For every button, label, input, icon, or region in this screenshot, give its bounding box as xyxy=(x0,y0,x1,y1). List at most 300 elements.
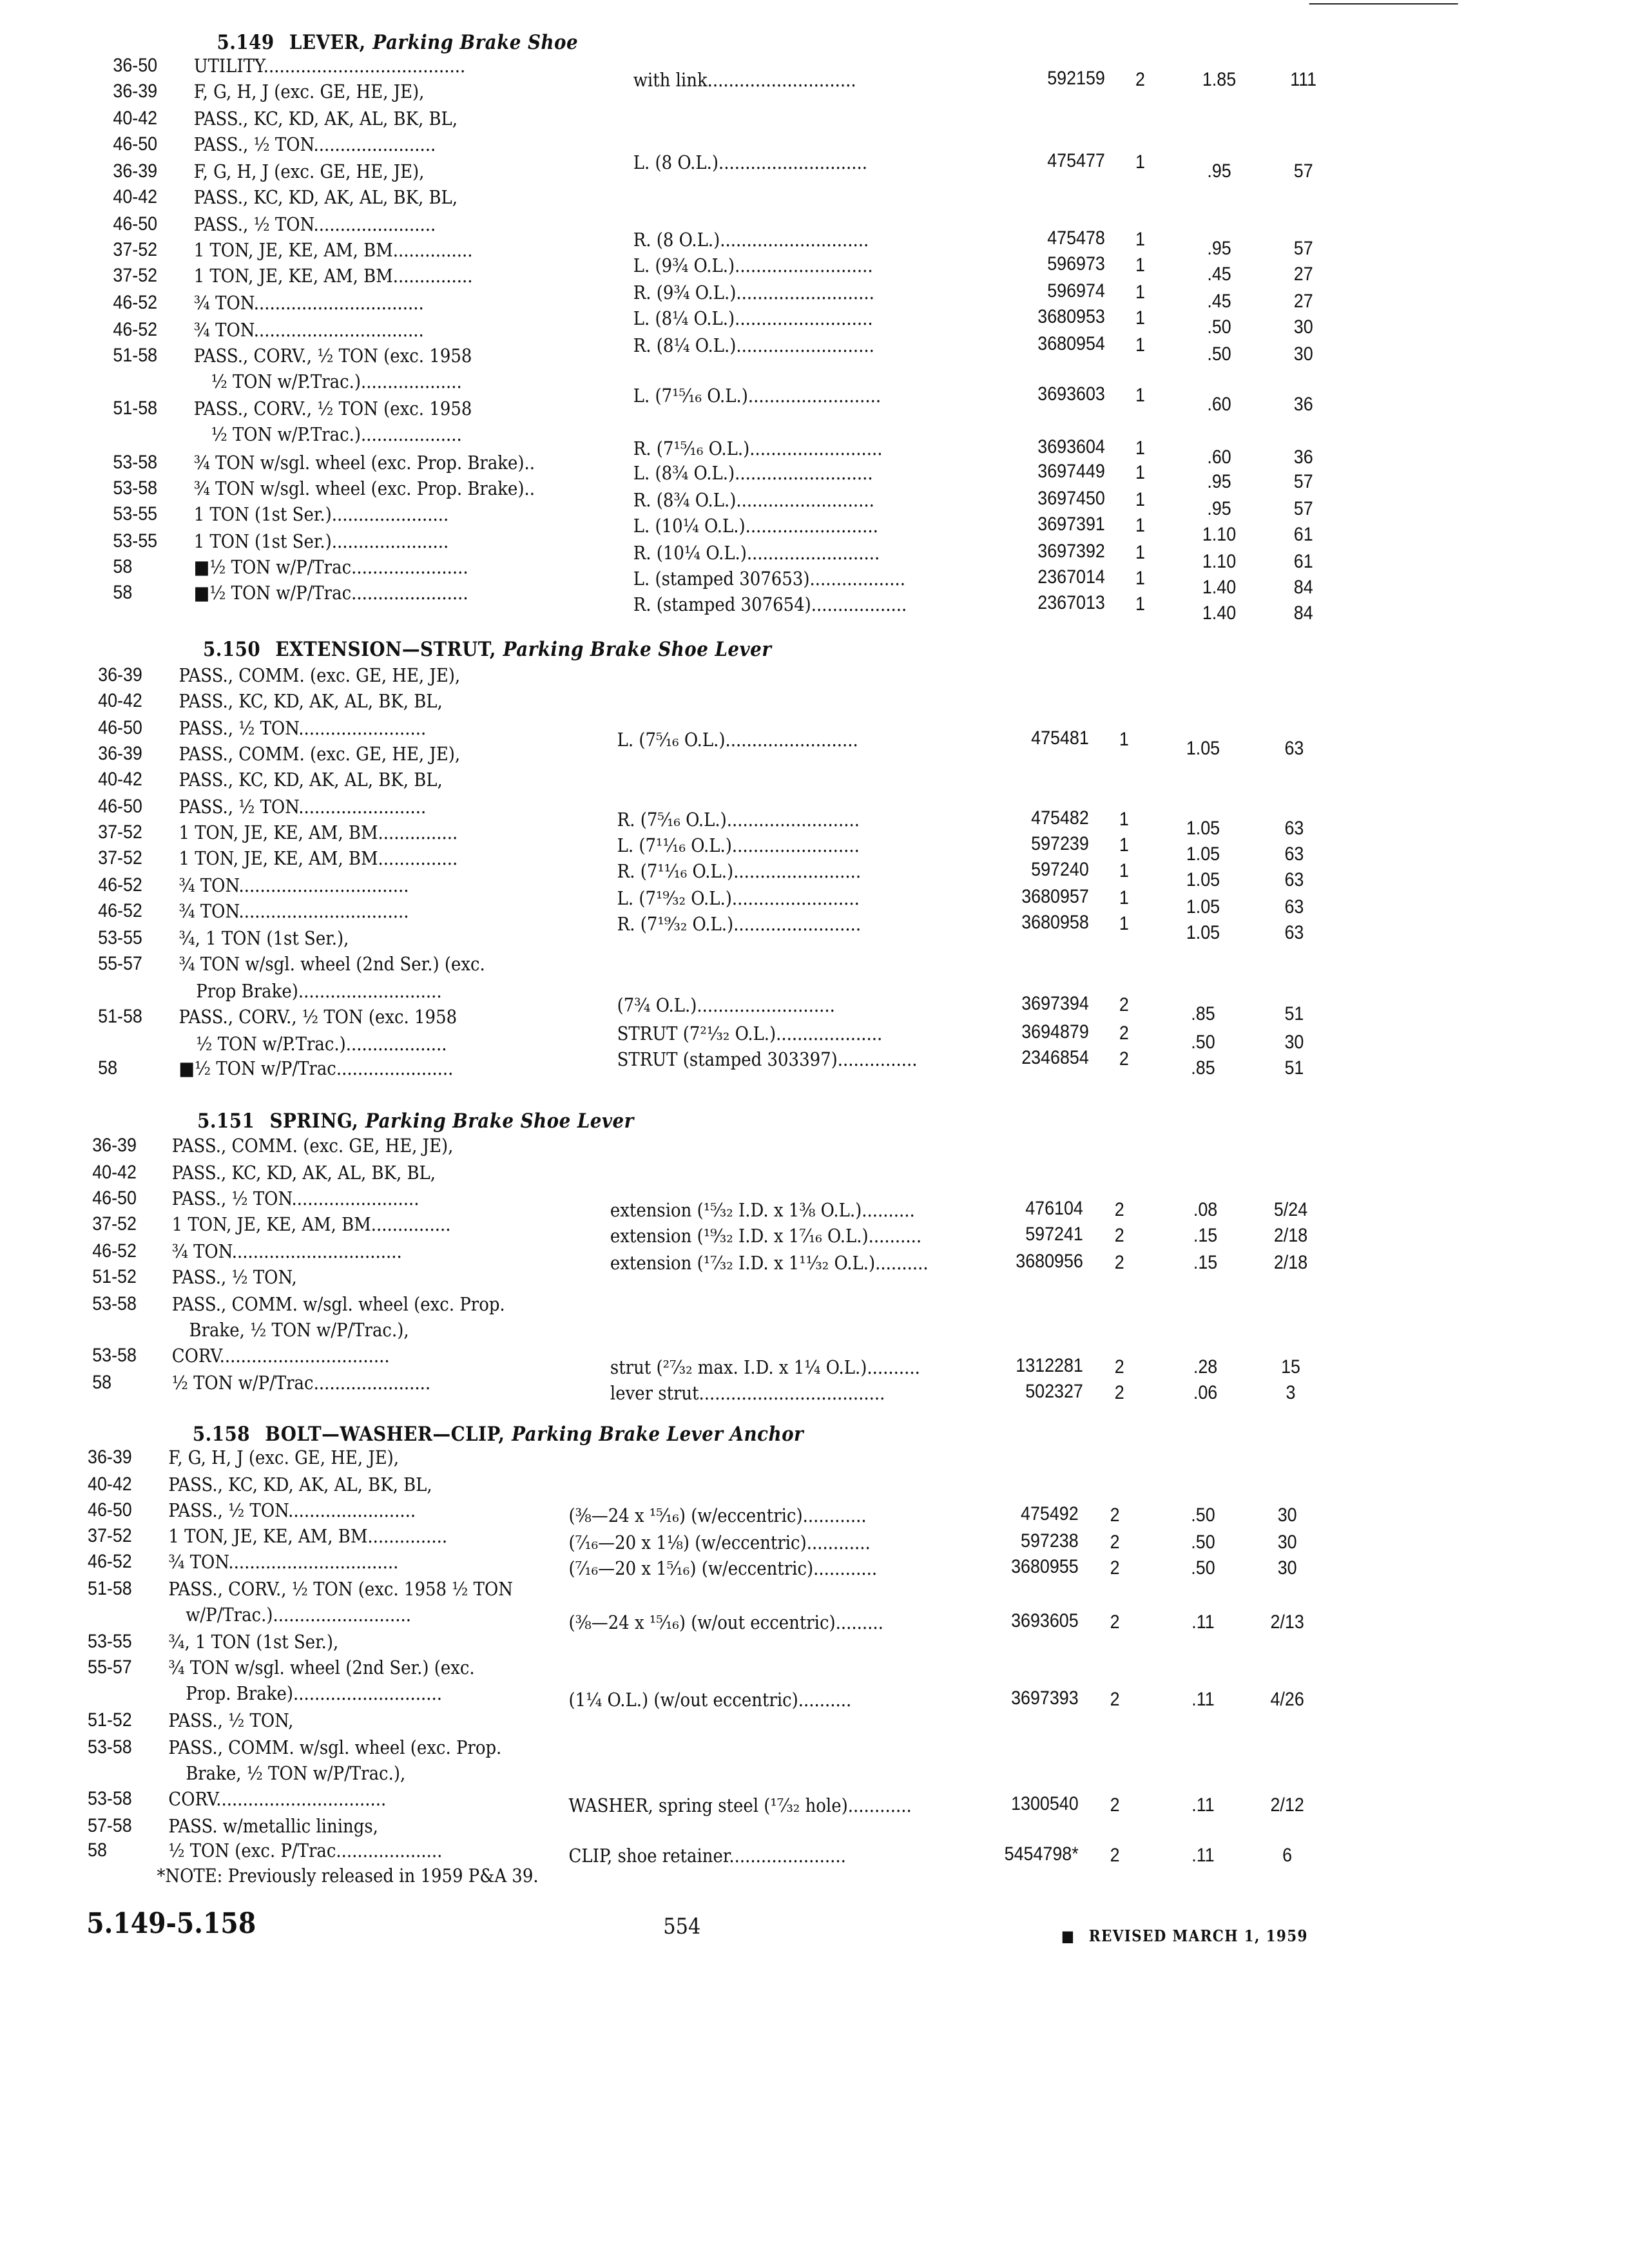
model-description: PASS., CORV., ½ TON (exc. 1958 xyxy=(178,1006,458,1028)
part-quantity: 2 xyxy=(1110,1532,1120,1553)
part-weight: 57 xyxy=(1293,160,1313,182)
part-weight: 36 xyxy=(1293,394,1313,415)
model-description: ¾ TON................................ xyxy=(178,874,409,896)
part-weight: 111 xyxy=(1290,69,1317,90)
part-description: L. (stamped 307653).................. xyxy=(633,568,905,590)
model-years: 46-52 xyxy=(113,292,158,313)
model-years: 58 xyxy=(92,1372,112,1393)
part-price: .08 xyxy=(1193,1199,1218,1220)
part-weight: 51 xyxy=(1284,1057,1304,1079)
model-years: 40-42 xyxy=(92,1162,137,1183)
part-description: R. (7¹¹⁄₁₆ O.L.)........................ xyxy=(617,860,862,882)
model-description: 1 TON, JE, KE, AM, BM............... xyxy=(193,239,473,261)
part-quantity: 2 xyxy=(1110,1557,1120,1579)
part-price: .50 xyxy=(1191,1557,1215,1579)
model-years: 53-55 xyxy=(113,530,158,552)
model-description: PASS. w/metallic linings, xyxy=(168,1815,378,1837)
part-description: L. (9¾ O.L.).......................... xyxy=(633,255,873,276)
model-years: 46-50 xyxy=(113,133,158,155)
part-quantity: 1 xyxy=(1135,255,1145,276)
model-description: PASS., ½ TON........................ xyxy=(178,717,427,739)
model-description: ¾ TON................................ xyxy=(168,1551,399,1573)
part-price: .11 xyxy=(1191,1689,1215,1710)
part-price: .45 xyxy=(1207,264,1231,285)
part-description: R. (stamped 307654).................. xyxy=(633,593,907,615)
model-years: 55-57 xyxy=(88,1657,132,1678)
model-years: 40-42 xyxy=(98,769,142,790)
part-weight: 2/18 xyxy=(1273,1252,1308,1273)
part-number: 592159 xyxy=(1047,68,1105,89)
model-description: PASS., COMM. w/sgl. wheel (exc. Prop. xyxy=(171,1293,505,1315)
model-description: Prop. Brake)............................ xyxy=(186,1682,442,1704)
model-description: CORV................................ xyxy=(171,1345,390,1367)
part-price: .50 xyxy=(1207,343,1231,365)
part-price: 1.05 xyxy=(1186,818,1220,839)
part-quantity: 2 xyxy=(1114,1382,1124,1403)
part-price: 1.05 xyxy=(1186,922,1220,943)
revised-marker: ■ xyxy=(1061,1927,1075,1945)
model-years: 37-52 xyxy=(98,847,142,869)
part-quantity: 1 xyxy=(1135,282,1145,303)
part-number: 3680958 xyxy=(1021,912,1089,933)
part-price: .85 xyxy=(1191,1057,1215,1079)
model-description: F, G, H, J (exc. GE, HE, JE), xyxy=(168,1446,400,1468)
part-price: 1.05 xyxy=(1186,896,1220,918)
part-price: .11 xyxy=(1191,1611,1215,1633)
part-weight: 27 xyxy=(1293,291,1313,312)
model-years: 53-55 xyxy=(113,503,158,524)
part-weight: 30 xyxy=(1277,1557,1297,1579)
model-description: PASS., ½ TON, xyxy=(171,1266,297,1288)
part-quantity: 1 xyxy=(1119,887,1129,908)
part-quantity: 1 xyxy=(1119,913,1129,934)
part-description: R. (8¾ O.L.).......................... xyxy=(633,489,874,511)
model-years: 46-50 xyxy=(88,1499,132,1521)
model-years: 58 xyxy=(88,1840,107,1861)
part-number: 5454798* xyxy=(1004,1843,1079,1865)
part-price: 1.05 xyxy=(1186,869,1220,890)
part-price: .95 xyxy=(1207,238,1231,259)
part-weight: 4/26 xyxy=(1270,1689,1304,1710)
part-description: extension (¹⁹⁄₃₂ I.D. x 1⁷⁄₁₆ O.L.).......... xyxy=(610,1225,922,1247)
part-number: 2367013 xyxy=(1037,592,1105,613)
part-quantity: 1 xyxy=(1135,385,1145,406)
part-weight: 63 xyxy=(1284,896,1304,918)
model-years: 53-58 xyxy=(113,477,158,499)
part-price: .11 xyxy=(1191,1845,1215,1866)
part-number: 475478 xyxy=(1047,227,1105,249)
part-number: 1312281 xyxy=(1016,1355,1083,1376)
model-description: PASS., COMM. w/sgl. wheel (exc. Prop. xyxy=(168,1736,502,1758)
part-price: .11 xyxy=(1191,1794,1215,1816)
section-title xyxy=(217,31,579,54)
model-years: 55-57 xyxy=(98,953,142,974)
part-price: .60 xyxy=(1207,447,1231,468)
model-years: 37-52 xyxy=(113,239,158,260)
part-number: 3697393 xyxy=(1011,1687,1079,1709)
part-quantity: 1 xyxy=(1135,307,1145,329)
part-price: .45 xyxy=(1207,291,1231,312)
model-years: 58 xyxy=(113,582,133,603)
part-weight: 30 xyxy=(1277,1504,1297,1526)
footer-section-range: 5.149-5.158 xyxy=(86,1907,256,1940)
model-years: 36-39 xyxy=(113,81,158,102)
part-price: .60 xyxy=(1207,394,1231,415)
section-subtitle: Parking Brake Shoe xyxy=(372,31,579,54)
model-years: 46-50 xyxy=(113,213,158,235)
section-subtitle: Parking Brake Lever Anchor xyxy=(512,1423,804,1446)
part-quantity: 2 xyxy=(1114,1199,1124,1220)
part-quantity: 1 xyxy=(1135,437,1145,459)
model-description: ¾, 1 TON (1st Ser.), xyxy=(168,1631,339,1653)
part-description: with link............................ xyxy=(633,69,856,91)
part-number: 3680955 xyxy=(1011,1556,1079,1577)
model-description: PASS., CORV., ½ TON (exc. 1958 xyxy=(193,345,472,367)
part-description: R. (7¹⁵⁄₁₆ O.L.)......................... xyxy=(633,437,883,459)
part-weight: 51 xyxy=(1284,1003,1304,1024)
model-description: F, G, H, J (exc. GE, HE, JE), xyxy=(193,81,425,102)
part-description: L. (7¹⁹⁄₃₂ O.L.)........................ xyxy=(617,887,860,909)
part-price: .95 xyxy=(1207,498,1231,519)
model-years: 58 xyxy=(113,556,133,577)
model-description: PASS., CORV., ½ TON (exc. 1958 ½ TON xyxy=(168,1578,513,1600)
model-years: 36-50 xyxy=(113,55,158,76)
model-years: 36-39 xyxy=(92,1135,137,1156)
section-title xyxy=(193,1423,804,1446)
part-description: L. (7¹⁵⁄₁₆ O.L.)......................... xyxy=(633,385,882,407)
model-years: 37-52 xyxy=(113,265,158,286)
part-number: 597238 xyxy=(1021,1530,1079,1552)
part-price: .28 xyxy=(1193,1356,1218,1378)
part-weight: 15 xyxy=(1281,1356,1300,1378)
model-years: 37-52 xyxy=(98,822,142,843)
model-description: PASS., KC, KD, AK, AL, BK, BL, xyxy=(171,1162,436,1184)
part-number: 597241 xyxy=(1025,1224,1083,1245)
part-description: extension (¹⁷⁄₃₂ I.D. x 1¹¹⁄₃₂ O.L.).......... xyxy=(610,1252,929,1274)
model-years: 53-55 xyxy=(98,927,142,948)
part-number: 476104 xyxy=(1025,1198,1083,1219)
part-quantity: 2 xyxy=(1110,1504,1120,1526)
model-years: 51-52 xyxy=(88,1709,132,1731)
model-years: 51-58 xyxy=(113,345,158,366)
part-quantity: 1 xyxy=(1135,515,1145,536)
model-description: 1 TON, JE, KE, AM, BM............... xyxy=(171,1213,451,1235)
part-number: 3697392 xyxy=(1037,541,1105,562)
model-description: PASS., KC, KD, AK, AL, BK, BL, xyxy=(168,1474,432,1495)
part-quantity: 2 xyxy=(1114,1356,1124,1378)
model-description: ¾ TON w/sgl. wheel (2nd Ser.) (exc. xyxy=(178,953,485,975)
section-number: 5.151 xyxy=(197,1110,255,1133)
model-description: ■½ TON w/P/Trac...................... xyxy=(178,1057,454,1079)
model-years: 40-42 xyxy=(88,1474,132,1495)
part-description: (⅜—24 x ¹⁵⁄₁₆) (w/out eccentric)......... xyxy=(568,1611,883,1633)
part-quantity: 1 xyxy=(1135,334,1145,356)
model-description: PASS., ½ TON....................... xyxy=(193,213,436,235)
model-description: ½ TON w/P.Trac.)................... xyxy=(211,423,462,445)
part-description: R. (8 O.L.)............................ xyxy=(633,229,869,251)
part-number: 596974 xyxy=(1047,280,1105,302)
model-description: 1 TON (1st Ser.)...................... xyxy=(193,530,449,552)
part-number: 3680954 xyxy=(1037,333,1105,354)
section-name: EXTENSION—STRUT, xyxy=(275,638,496,661)
part-quantity: 2 xyxy=(1114,1225,1124,1246)
model-years: 46-52 xyxy=(88,1551,132,1572)
model-description: 1 TON, JE, KE, AM, BM............... xyxy=(178,822,458,843)
footer-revised xyxy=(1061,1927,1308,1945)
model-years: 46-52 xyxy=(92,1240,137,1262)
part-description: WASHER, spring steel (¹⁷⁄₃₂ hole)............ xyxy=(568,1794,912,1816)
part-weight: 30 xyxy=(1293,343,1313,365)
model-description: PASS., ½ TON........................ xyxy=(168,1499,416,1521)
model-years: 46-52 xyxy=(98,900,142,921)
part-description: STRUT (7²¹⁄₃₂ O.L.).................... xyxy=(617,1023,883,1044)
model-years: 53-58 xyxy=(92,1345,137,1366)
model-years: 58 xyxy=(98,1057,118,1079)
part-description: (7¾ O.L.).......................... xyxy=(617,994,835,1016)
section-number: 5.150 xyxy=(203,638,261,661)
part-number: 3680956 xyxy=(1016,1251,1083,1272)
model-description: PASS., KC, KD, AK, AL, BK, BL, xyxy=(193,108,458,130)
part-price: 1.40 xyxy=(1202,577,1237,598)
part-description: strut (²⁷⁄₃₂ max. I.D. x 1¼ O.L.).......... xyxy=(610,1356,920,1378)
part-weight: 63 xyxy=(1284,738,1304,759)
part-quantity: 2 xyxy=(1110,1611,1120,1633)
part-weight: 61 xyxy=(1293,551,1313,572)
part-quantity: 1 xyxy=(1135,151,1145,173)
part-quantity: 2 xyxy=(1119,1023,1129,1044)
part-number: 3697450 xyxy=(1037,488,1105,509)
part-number: 3694879 xyxy=(1021,1021,1089,1043)
section-title xyxy=(197,1110,634,1133)
model-years: 36-39 xyxy=(98,664,142,686)
part-price: .50 xyxy=(1191,1504,1215,1526)
part-number: 502327 xyxy=(1025,1381,1083,1402)
model-years: 57-58 xyxy=(88,1815,132,1836)
model-description: Prop Brake)........................... xyxy=(196,980,442,1002)
model-years: 40-42 xyxy=(113,186,158,207)
model-description: PASS., KC, KD, AK, AL, BK, BL, xyxy=(178,690,443,712)
model-years: 53-58 xyxy=(88,1736,132,1758)
part-weight: 57 xyxy=(1293,498,1313,519)
part-number: 3697391 xyxy=(1037,514,1105,535)
part-description: L. (8¼ O.L.).......................... xyxy=(633,307,873,329)
model-description: ¾ TON................................ xyxy=(171,1240,402,1262)
model-description: PASS., ½ TON........................ xyxy=(178,796,427,818)
part-weight: 30 xyxy=(1293,316,1313,338)
part-price: .95 xyxy=(1207,471,1231,492)
part-quantity: 1 xyxy=(1119,834,1129,856)
part-description: (⅜—24 x ¹⁵⁄₁₆) (w/eccentric)............ xyxy=(568,1504,867,1526)
model-years: 46-50 xyxy=(98,717,142,738)
model-description: 1 TON, JE, KE, AM, BM............... xyxy=(178,847,458,869)
part-number: 475477 xyxy=(1047,150,1105,171)
model-description: ¾ TON................................ xyxy=(178,900,409,922)
part-weight: 36 xyxy=(1293,447,1313,468)
model-description: PASS., ½ TON, xyxy=(168,1709,294,1731)
part-weight: 5/24 xyxy=(1273,1199,1308,1220)
part-quantity: 2 xyxy=(1110,1845,1120,1866)
model-description: ■½ TON w/P/Trac...................... xyxy=(193,556,468,578)
part-description: STRUT (stamped 303397)............... xyxy=(617,1048,918,1070)
part-number: 597239 xyxy=(1031,833,1089,854)
part-number: 2346854 xyxy=(1021,1047,1089,1068)
section-subtitle: Parking Brake Shoe Lever xyxy=(365,1110,634,1133)
model-description: 1 TON, JE, KE, AM, BM............... xyxy=(168,1525,448,1547)
part-price: 1.10 xyxy=(1202,551,1237,572)
model-years: 53-58 xyxy=(113,452,158,473)
part-description: lever strut................................... xyxy=(610,1382,885,1404)
part-weight: 30 xyxy=(1284,1032,1304,1053)
part-description: L. (8 O.L.)............................ xyxy=(633,151,867,173)
part-number: 3697449 xyxy=(1037,461,1105,482)
part-quantity: 2 xyxy=(1114,1252,1124,1273)
part-number: 597240 xyxy=(1031,859,1089,880)
model-description: PASS., ½ TON....................... xyxy=(193,133,436,155)
part-quantity: 2 xyxy=(1110,1794,1120,1816)
part-quantity: 2 xyxy=(1135,69,1145,90)
model-description: F, G, H, J (exc. GE, HE, JE), xyxy=(193,160,425,182)
part-description: L. (7⁵⁄₁₆ O.L.)......................... xyxy=(617,729,858,751)
model-description: PASS., COMM. (exc. GE, HE, JE), xyxy=(178,743,461,765)
part-description: CLIP, shoe retainer...................... xyxy=(568,1845,846,1867)
part-number: 3693604 xyxy=(1037,436,1105,457)
part-weight: 30 xyxy=(1277,1532,1297,1553)
section-number: 5.158 xyxy=(192,1423,251,1446)
part-number: 475481 xyxy=(1031,727,1089,749)
section-title xyxy=(203,638,771,661)
part-number: 3680953 xyxy=(1037,306,1105,327)
part-quantity: 1 xyxy=(1135,568,1145,589)
section-subtitle: Parking Brake Shoe Lever xyxy=(503,638,772,661)
model-description: 1 TON, JE, KE, AM, BM............... xyxy=(193,265,473,287)
section-number: 5.149 xyxy=(217,31,275,54)
model-description: PASS., COMM. (exc. GE, HE, JE), xyxy=(171,1135,454,1157)
part-quantity: 2 xyxy=(1119,994,1129,1015)
part-number: 3693603 xyxy=(1037,383,1105,405)
model-years: 36-39 xyxy=(98,743,142,764)
footnote: *NOTE: Previously released in 1959 P&A 39. xyxy=(157,1865,539,1887)
model-years: 53-58 xyxy=(92,1293,137,1314)
model-years: 37-52 xyxy=(92,1213,137,1235)
footer-page-number: 554 xyxy=(663,1914,701,1939)
part-description: R. (8¼ O.L.).......................... xyxy=(633,334,874,356)
part-description: (⁷⁄₁₆—20 x 1⅛) (w/eccentric)............ xyxy=(568,1532,871,1553)
part-weight: 84 xyxy=(1293,602,1313,624)
part-description: L. (10¼ O.L.)......................... xyxy=(633,515,878,537)
part-price: 1.05 xyxy=(1186,843,1220,865)
part-weight: 63 xyxy=(1284,818,1304,839)
part-weight: 63 xyxy=(1284,843,1304,865)
model-years: 37-52 xyxy=(88,1525,132,1546)
model-years: 53-58 xyxy=(88,1788,132,1809)
part-price: .50 xyxy=(1191,1532,1215,1553)
model-description: ■½ TON w/P/Trac...................... xyxy=(193,582,468,604)
part-price: .85 xyxy=(1191,1003,1215,1024)
model-years: 36-39 xyxy=(88,1446,132,1468)
model-description: ½ TON w/P/Trac...................... xyxy=(171,1372,431,1394)
part-price: .15 xyxy=(1193,1252,1218,1273)
model-description: Brake, ½ TON w/P/Trac.), xyxy=(186,1762,406,1784)
model-description: CORV................................ xyxy=(168,1788,387,1810)
part-description: R. (7⁵⁄₁₆ O.L.)......................... xyxy=(617,809,860,831)
part-quantity: 1 xyxy=(1119,809,1129,830)
part-weight: 27 xyxy=(1293,264,1313,285)
part-weight: 63 xyxy=(1284,869,1304,890)
part-weight: 57 xyxy=(1293,471,1313,492)
model-years: 51-52 xyxy=(92,1266,137,1287)
model-description: PASS., COMM. (exc. GE, HE, JE), xyxy=(178,664,461,686)
part-price: 1.05 xyxy=(1186,738,1220,759)
model-description: ¾, 1 TON (1st Ser.), xyxy=(178,927,349,949)
model-description: UTILITY...................................... xyxy=(193,55,466,77)
part-number: 596973 xyxy=(1047,253,1105,274)
part-number: 3697394 xyxy=(1021,993,1089,1014)
part-number: 475482 xyxy=(1031,807,1089,829)
model-description: ¾ TON w/sgl. wheel (exc. Prop. Brake).. xyxy=(193,452,535,474)
model-description: PASS., ½ TON........................ xyxy=(171,1187,419,1209)
part-price: .50 xyxy=(1191,1032,1215,1053)
part-description: L. (7¹¹⁄₁₆ O.L.)........................ xyxy=(617,834,860,856)
part-quantity: 2 xyxy=(1110,1689,1120,1710)
top-edge-rule xyxy=(1309,3,1458,5)
part-weight: 63 xyxy=(1284,922,1304,943)
part-number: 1300540 xyxy=(1011,1793,1079,1814)
part-weight: 61 xyxy=(1293,524,1313,545)
part-weight: 57 xyxy=(1293,238,1313,259)
part-price: 1.10 xyxy=(1202,524,1237,545)
part-quantity: 1 xyxy=(1135,542,1145,563)
part-description: R. (10¼ O.L.)......................... xyxy=(633,542,880,564)
part-quantity: 1 xyxy=(1135,462,1145,483)
model-description: ¾ TON w/sgl. wheel (2nd Ser.) (exc. xyxy=(168,1657,475,1678)
part-price: .95 xyxy=(1207,160,1231,182)
section-name: SPRING, xyxy=(269,1110,359,1133)
model-years: 46-52 xyxy=(98,874,142,896)
model-description: w/P/Trac.).......................... xyxy=(186,1604,411,1626)
model-years: 36-39 xyxy=(113,160,158,182)
part-quantity: 1 xyxy=(1135,489,1145,510)
section-name: BOLT—WASHER—CLIP, xyxy=(265,1423,505,1446)
part-weight: 2/12 xyxy=(1270,1794,1304,1816)
model-description: ¾ TON................................ xyxy=(193,319,424,341)
part-weight: 6 xyxy=(1282,1845,1293,1866)
part-weight: 2/18 xyxy=(1273,1225,1308,1246)
model-years: 46-50 xyxy=(92,1187,137,1209)
part-description: (⁷⁄₁₆—20 x 1⁵⁄₁₆) (w/eccentric)............ xyxy=(568,1557,878,1579)
part-description: extension (¹⁵⁄₃₂ I.D. x 1⅜ O.L.).......... xyxy=(610,1199,915,1221)
part-number: 2367014 xyxy=(1037,566,1105,588)
model-description: ½ TON w/P.Trac.)................... xyxy=(211,370,462,392)
part-number: 3693605 xyxy=(1011,1610,1079,1631)
model-years: 51-58 xyxy=(113,398,158,419)
part-description: R. (7¹⁹⁄₃₂ O.L.)........................ xyxy=(617,913,862,935)
part-number: 3680957 xyxy=(1021,886,1089,907)
model-years: 40-42 xyxy=(113,108,158,129)
model-description: PASS., KC, KD, AK, AL, BK, BL, xyxy=(193,186,458,208)
part-number: 475492 xyxy=(1021,1503,1079,1524)
part-price: .15 xyxy=(1193,1225,1218,1246)
part-price: .50 xyxy=(1207,316,1231,338)
part-weight: 3 xyxy=(1286,1382,1296,1403)
model-years: 40-42 xyxy=(98,690,142,711)
part-price: 1.85 xyxy=(1202,69,1237,90)
section-name: LEVER, xyxy=(289,31,366,54)
model-years: 46-52 xyxy=(113,319,158,340)
part-weight: 2/13 xyxy=(1270,1611,1304,1633)
model-description: ¾ TON w/sgl. wheel (exc. Prop. Brake).. xyxy=(193,477,535,499)
part-weight: 84 xyxy=(1293,577,1313,598)
model-description: PASS., KC, KD, AK, AL, BK, BL, xyxy=(178,769,443,791)
